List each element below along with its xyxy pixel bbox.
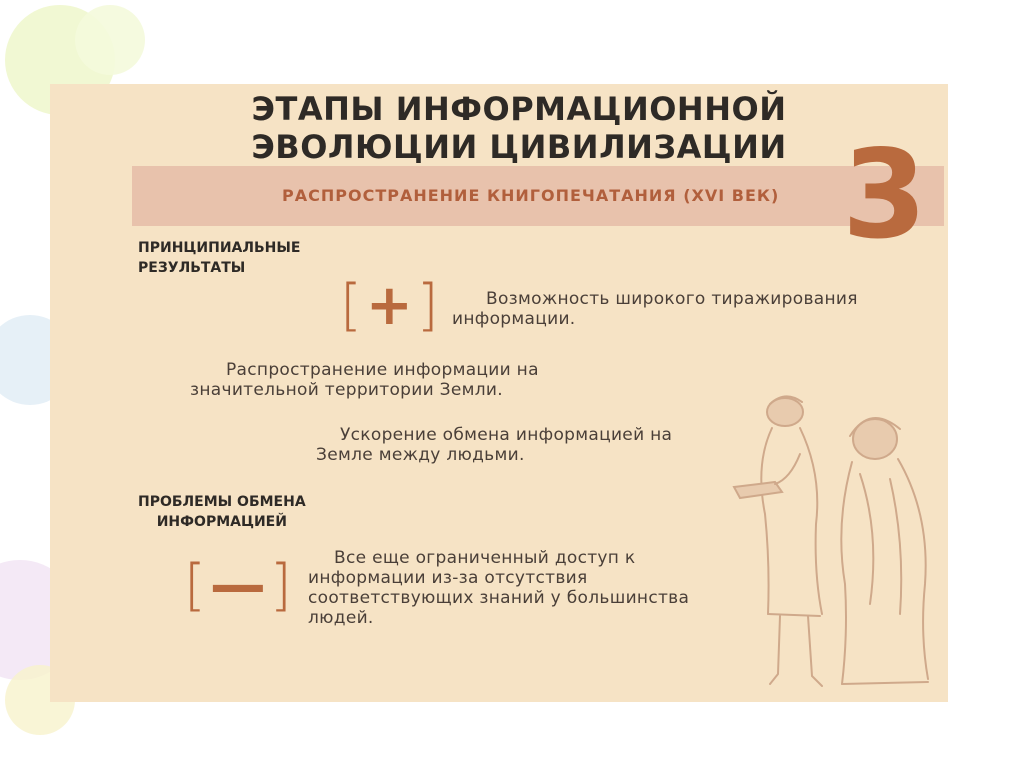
result-item-2-line-1: Распространение информации на: [226, 360, 539, 380]
title-line-1: ЭТАПЫ ИНФОРМАЦИОННОЙ: [251, 90, 787, 128]
people-reading-illustration: [730, 384, 948, 702]
problem-text: [308, 548, 689, 628]
era-band: [132, 166, 944, 226]
result-item-2-line-2: значительной территории Земли.: [190, 380, 503, 400]
minus-symbol: —: [209, 553, 266, 618]
results-heading-line-1: ПРИНЦИПИАЛЬНЫЕ: [138, 240, 301, 256]
era-band-text: РАСПРОСТРАНЕНИЕ КНИГОПЕЧАТАНИЯ (XVI ВЕК): [282, 186, 780, 205]
result-item-3: [316, 425, 672, 465]
plus-symbol: +: [365, 273, 413, 338]
result-item-1-line-2: информации.: [452, 309, 576, 329]
result-item-3-line-2: Земле между людьми.: [316, 445, 525, 465]
results-heading-line-2: РЕЗУЛЬТАТЫ: [138, 260, 246, 276]
plus-bracket-icon: [+]: [340, 273, 439, 338]
title-line-2: ЭВОЛЮЦИИ ЦИВИЛИЗАЦИИ: [251, 128, 787, 166]
problems-heading: [138, 492, 306, 532]
problems-heading-line-1: ПРОБЛЕМЫ ОБМЕНА: [138, 494, 306, 510]
minus-bracket-icon: [—]: [184, 553, 292, 618]
problem-line-2: информации из-за отсутствия: [308, 568, 588, 588]
stage-number: 3: [842, 124, 927, 266]
problems-heading-line-2: ИНФОРМАЦИЕЙ: [156, 514, 287, 530]
result-item-2: [190, 360, 539, 400]
slide: [50, 84, 948, 702]
problem-line-4: людей.: [308, 608, 374, 628]
problem-line-3: соответствующих знаний у большинства: [308, 588, 690, 608]
problem-line-1: Все еще ограниченный доступ к: [334, 548, 636, 568]
result-item-1-line-1: Возможность широкого тиражирования: [486, 289, 858, 309]
slide-title: [50, 90, 948, 166]
result-item-3-line-1: Ускорение обмена информацией на: [340, 425, 673, 445]
results-heading: [138, 238, 300, 278]
result-item-1: [452, 289, 858, 329]
